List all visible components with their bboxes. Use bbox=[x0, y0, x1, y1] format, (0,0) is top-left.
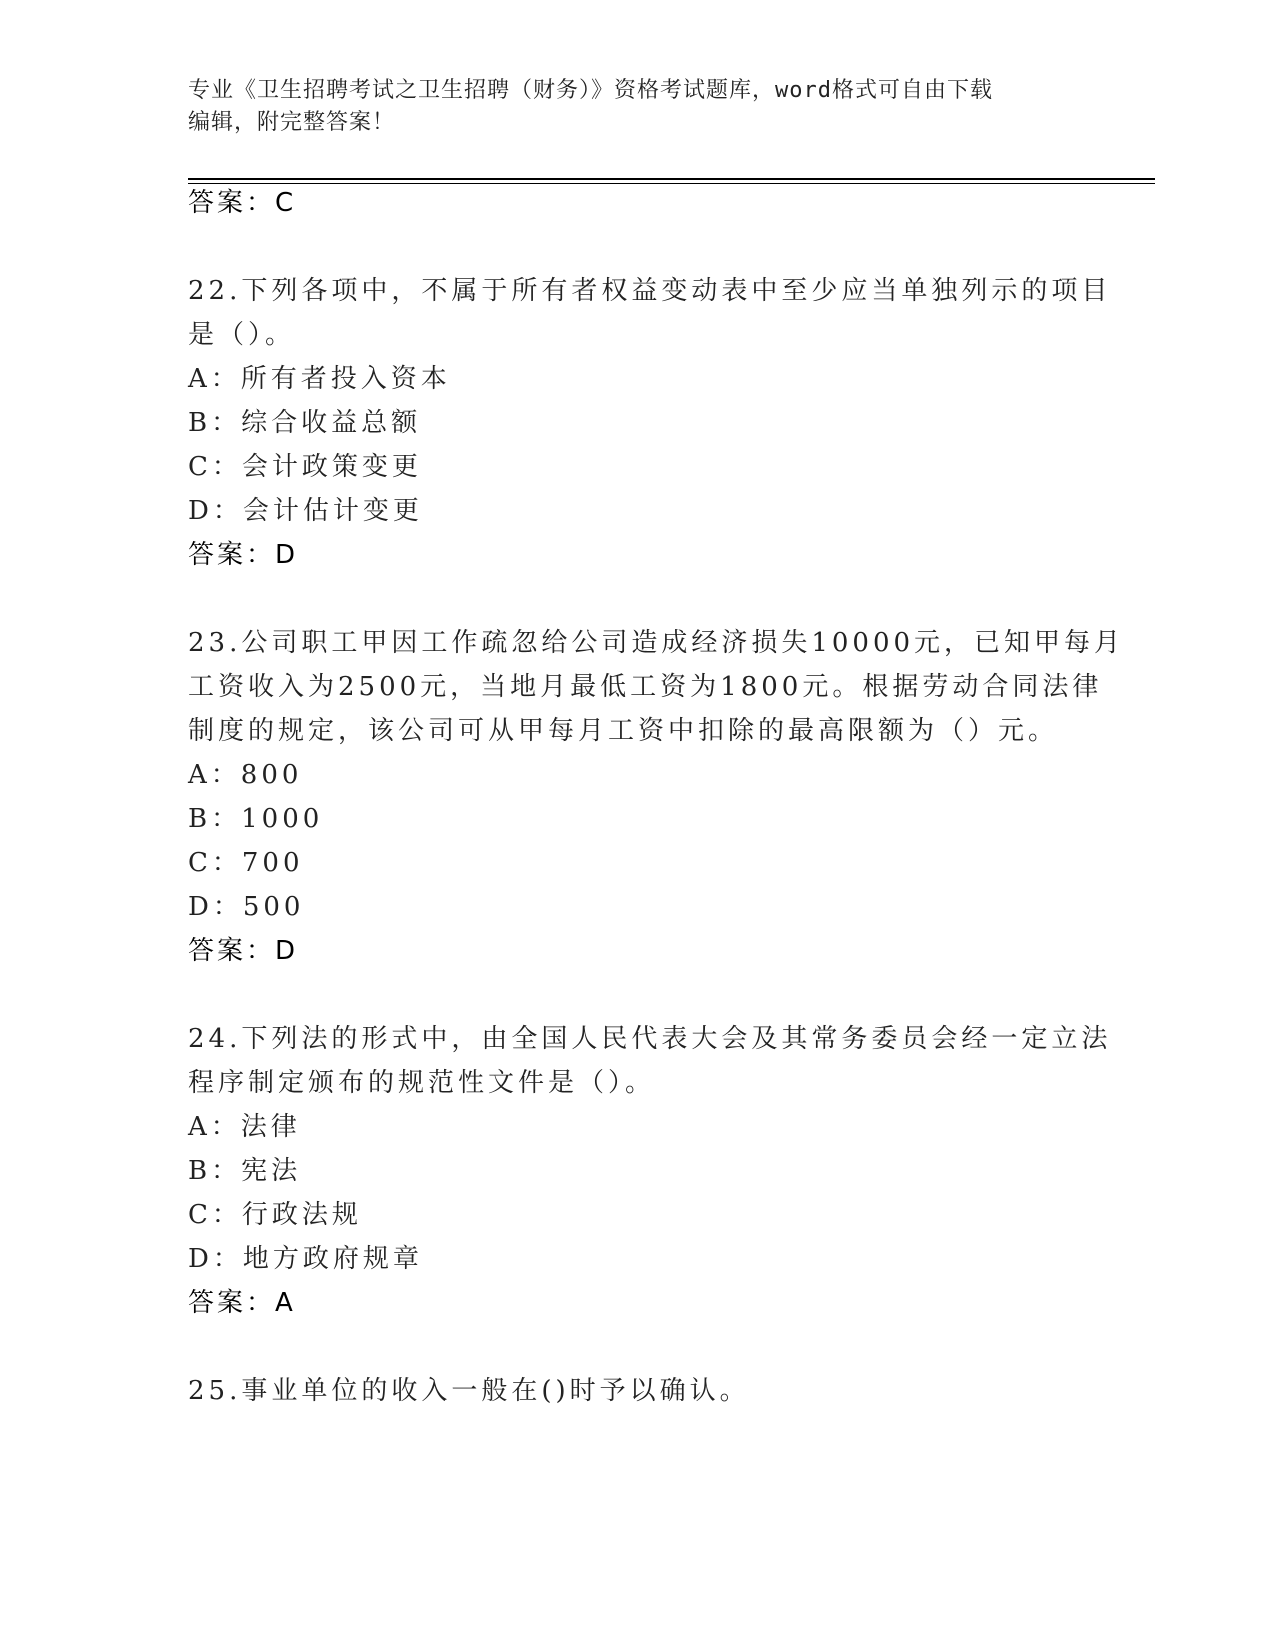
q22-option-a: A：所有者投入资本 bbox=[188, 364, 451, 394]
q22-option-d: D：会计估计变更 bbox=[188, 496, 423, 526]
q22-option-c: C：会计政策变更 bbox=[188, 452, 422, 482]
q23-stem-line-3: 制度的规定，该公司可从甲每月工资中扣除的最高限额为（）元。 bbox=[188, 716, 1059, 746]
q22-stem-line-1: 22.下列各项中，不属于所有者权益变动表中至少应当单独列示的项目 bbox=[188, 276, 1112, 306]
q23-answer: 答案：D bbox=[188, 936, 299, 966]
q24-option-c: C：行政法规 bbox=[188, 1200, 362, 1230]
q23-option-b: B：1000 bbox=[188, 804, 324, 834]
q22-answer: 答案：D bbox=[188, 540, 299, 570]
q24-stem-line-2: 程序制定颁布的规范性文件是（）。 bbox=[188, 1068, 656, 1098]
header-line-1: 专业《卫生招聘考试之卫生招聘（财务）》资格考试题库，word格式可自由下载 bbox=[188, 78, 993, 103]
prev-answer: 答案：C bbox=[188, 188, 297, 218]
header-rule-thick bbox=[188, 178, 1155, 180]
q23-option-d: D：500 bbox=[188, 892, 305, 922]
q22-option-b: B：综合收益总额 bbox=[188, 408, 422, 438]
q24-option-b: B：宪法 bbox=[188, 1156, 302, 1186]
header-line-2: 编辑，附完整答案！ bbox=[188, 110, 396, 135]
q23-stem-line-2: 工资收入为2500元，当地月最低工资为1800元。根据劳动合同法律 bbox=[188, 672, 1103, 702]
q23-option-a: A：800 bbox=[188, 760, 303, 790]
q23-option-c: C：700 bbox=[188, 848, 304, 878]
q22-stem-line-2: 是（）。 bbox=[188, 320, 296, 350]
header-rule-thin bbox=[188, 183, 1155, 184]
q24-option-d: D：地方政府规章 bbox=[188, 1244, 423, 1274]
q25-stem-line-1: 25.事业单位的收入一般在()时予以确认。 bbox=[188, 1376, 750, 1406]
document-header bbox=[188, 75, 1088, 139]
q23-stem-line-1: 23.公司职工甲因工作疏忽给公司造成经济损失10000元，已知甲每月 bbox=[188, 628, 1125, 658]
q24-answer: 答案：A bbox=[188, 1288, 296, 1318]
q24-option-a: A：法律 bbox=[188, 1112, 301, 1142]
q24-stem-line-1: 24.下列法的形式中，由全国人民代表大会及其常务委员会经一定立法 bbox=[188, 1024, 1112, 1054]
